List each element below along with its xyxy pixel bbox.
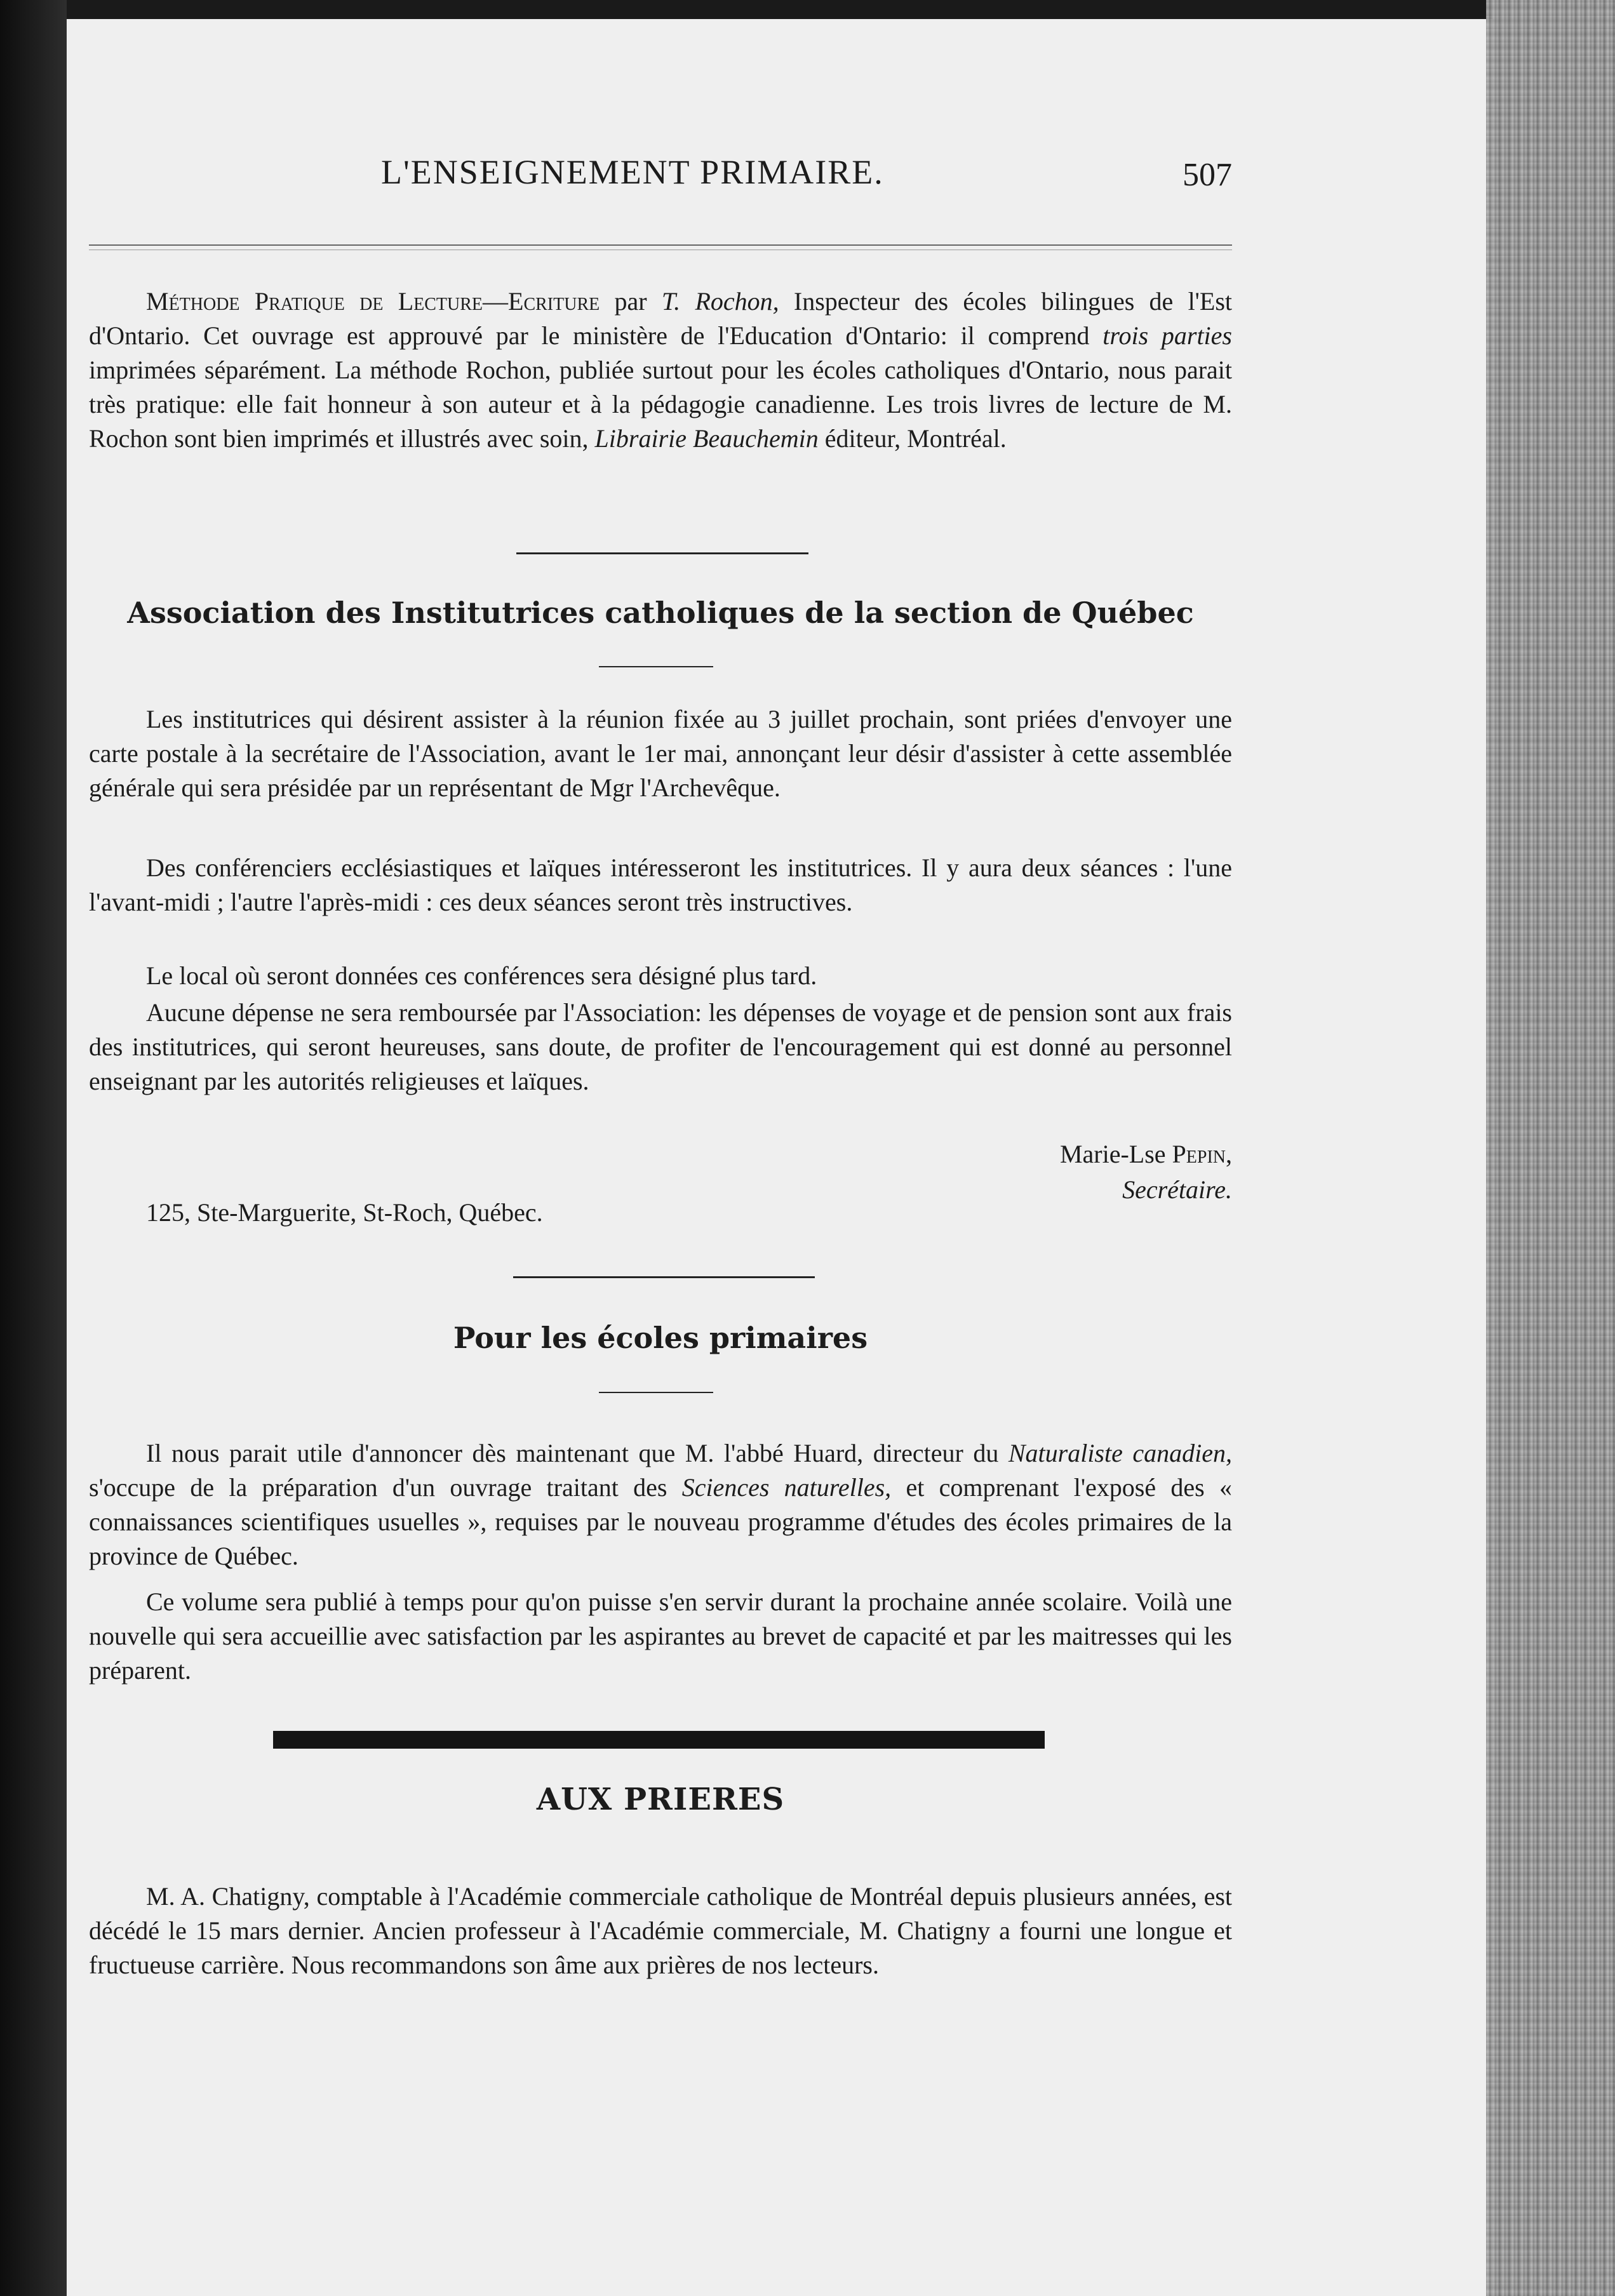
methode-italic-2: Librairie Beauchemin (594, 424, 819, 453)
running-header (89, 152, 1232, 203)
section-divider (513, 1276, 815, 1278)
signature-name-prefix: Marie-Lse (1059, 1140, 1172, 1168)
association-paragraph-2: Des conférenciers ecclésiastiques et laïques intéresseront les institutrices. Il y aura deux séances : l'une l'avant-midi ; l'autre l'après-midi : ces deux séances seront très instructives. (89, 853, 1232, 916)
association-address: 125, Ste-Marguerite, St-Roch, Québec. (146, 1198, 543, 1227)
ecoles-italic-2: Sciences naturelles, (681, 1473, 892, 1502)
methode-text-3: éditeur, Montréal. (818, 424, 1007, 453)
heading-underline (599, 1392, 713, 1393)
methode-italic-1: trois parties (1102, 321, 1232, 350)
association-paragraph-1: Les institutrices qui désirent assister à la réunion fixée au 3 juillet prochain, sont priées d'envoyer une carte postale à la secrétaire de l'Association, avant le 1er mai, annonçant leur désir d'assister à cette assemblée générale qui sera présidée par un représentant de Mgr l'Archevêque. (89, 705, 1232, 802)
methode-paragraph (89, 284, 1232, 456)
association-heading: Association des Institutrices catholiques de la section de Québec (127, 596, 1194, 630)
page-content (89, 0, 1232, 2296)
ecoles-text-1: Il nous parait utile d'annoncer dès maintenant que M. l'abbé Huard, directeur du (146, 1439, 1009, 1467)
association-paragraph-4: Aucune dépense ne sera remboursée par l'Association: les dépenses de voyage et de pension sont aux frais des institutrices, qui seront heureuses, sans doute, de profiter de l'encouragement qui est donné au personnel enseignant par les autorités religieuses et laïques. (89, 998, 1232, 1095)
scan-page-edge (1486, 0, 1615, 2296)
header-rule (89, 244, 1232, 246)
ecoles-paragraph-2: Ce volume sera publié à temps pour qu'on puisse s'en servir durant la prochaine année scolaire. Voilà une nouvelle qui sera accueillie avec satisfaction par les aspirantes au brevet de capacité et par les maitresses qui les préparent. (89, 1587, 1232, 1685)
signature-role: Secrétaire. (1122, 1175, 1232, 1204)
prieres-heading: AUX PRIERES (536, 1782, 785, 1817)
heading-underline (599, 666, 713, 667)
signature-name (1060, 1137, 1232, 1172)
running-title: L'ENSEIGNEMENT PRIMAIRE. (381, 153, 884, 191)
ecoles-paragraph-1 (89, 1436, 1232, 1573)
section-divider (516, 552, 808, 554)
methode-by: par (600, 287, 662, 316)
ecoles-text-3: et comprenant l'exposé des « connaissances scientifiques usuelles », requises par le nouveau programme d'études des écoles primaires de la province de Québec. (89, 1473, 1233, 1570)
page-number: 507 (1183, 157, 1232, 193)
signature-block (1060, 1137, 1232, 1208)
scan-dark-margin (0, 0, 67, 2296)
methode-text-1: Inspecteur des écoles bilingues de l'Est d'Ontario. Cet ouvrage est approuvé par le ministère de l'Education d'Ontario: il comprend (89, 287, 1233, 350)
ecoles-text-2: s'occupe de la préparation d'un ouvrage traitant des (89, 1473, 682, 1502)
signature-surname: Pepin, (1172, 1140, 1232, 1168)
heavy-section-bar (273, 1731, 1045, 1749)
prieres-paragraph: M. A. Chatigny, comptable à l'Académie commerciale catholique de Montréal depuis plusieurs années, est décédé le 15 mars dernier. Ancien professeur à l'Académie commerciale, M. Chatigny a fourni une longue et fructueuse carrière. Nous recommandons son âme aux prières de nos lecteurs. (89, 1882, 1232, 1979)
methode-author: T. Rochon, (661, 287, 779, 316)
methode-text-2: imprimées séparément. La méthode Rochon, publiée surtout pour les écoles catholiques d'Ontario, nous parait très pratique: elle fait honneur à son auteur et à la pédagogie canadienne. Les trois livres de lecture de M. Rochon sont bien imprimés et illustrés avec soin, (89, 356, 1232, 453)
association-paragraph-3: Le local où seront données ces conférences sera désigné plus tard. (146, 961, 817, 990)
ecoles-heading: Pour les écoles primaires (453, 1321, 868, 1355)
methode-lead: Méthode Pratique de Lecture—Ecriture (146, 287, 600, 316)
ecoles-italic-1: Naturaliste canadien, (1008, 1439, 1232, 1467)
